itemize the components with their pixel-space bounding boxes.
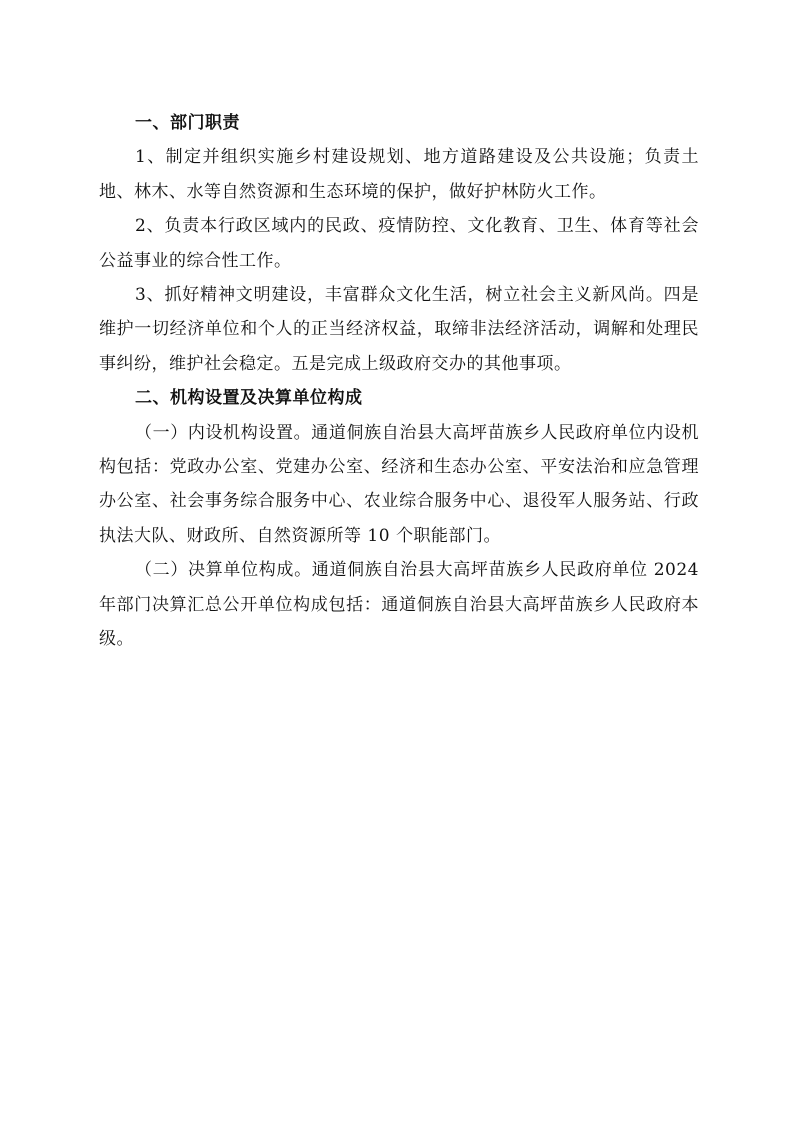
paragraph: 1、制定并组织实施乡村建设规划、地方道路建设及公共设施；负责土地、林木、水等自然资源和生态环境的保护，做好护林防火工作。: [99, 147, 699, 202]
section-heading-structure: 二、机构设置及决算单位构成: [135, 388, 363, 409]
paragraph: （一）内设机构设置。通道侗族自治县大高坪苗族乡人民政府单位内设机构包括：党政办公室、党建办公室、经济和生态办公室、平安法治和应急管理办公室、社会事务综合服务中心、农业综合服务中心、退役军人服务站、行政执法大队、财政所、自然资源所等 10 个职能部门。: [99, 422, 699, 546]
paragraph: 2、负责本行政区域内的民政、疫情防控、文化教育、卫生、体育等社会公益事业的综合性工作。: [99, 216, 699, 271]
document-body: [99, 106, 699, 657]
paragraph: （二）决算单位构成。通道侗族自治县大高坪苗族乡人民政府单位 2024 年部门决算汇总公开单位构成包括：通道侗族自治县大高坪苗族乡人民政府本级。: [99, 560, 699, 650]
section-heading-duties: 一、部门职责: [135, 113, 240, 133]
paragraph: 3、抓好精神文明建设，丰富群众文化生活，树立社会主义新风尚。四是维护一切经济单位和个人的正当经济权益，取缔非法经济活动，调解和处理民事纠纷，维护社会稳定。五是完成上级政府交办的其他事项。: [99, 285, 699, 374]
